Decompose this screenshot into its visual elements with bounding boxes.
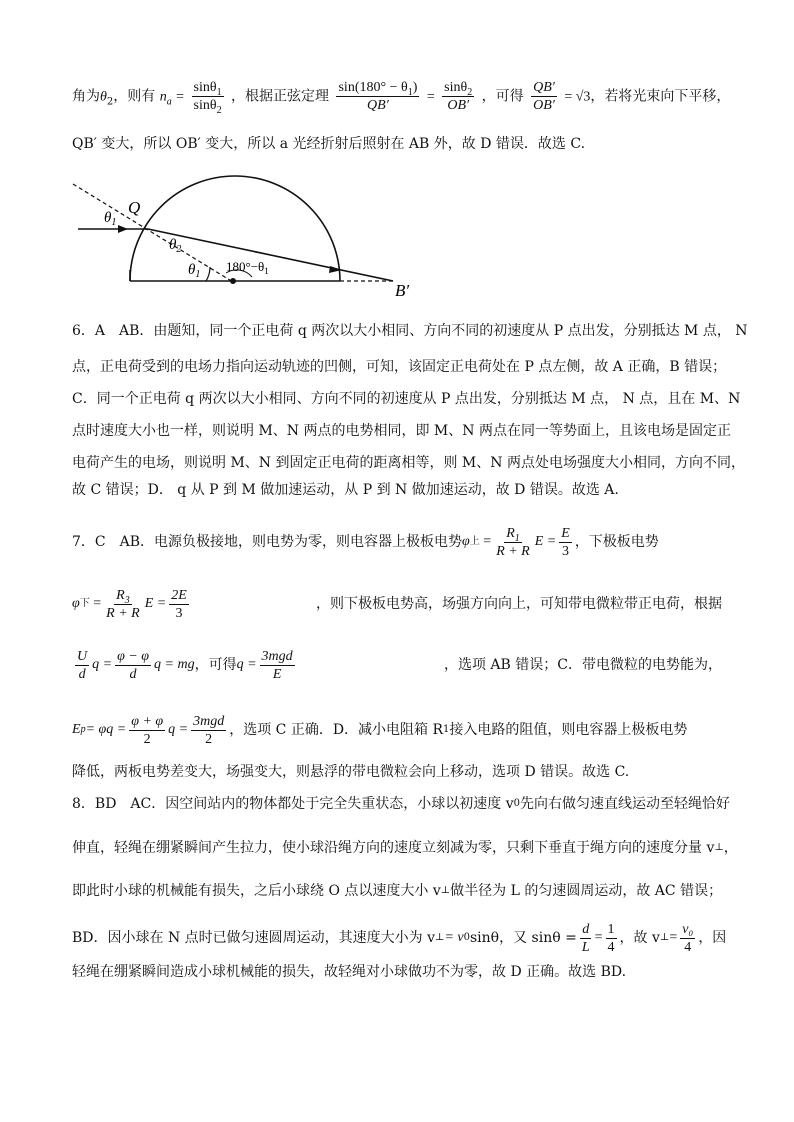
equals: =: [176, 89, 185, 104]
fraction: [531, 79, 557, 114]
q7-line-3: $\frac{U}{d}$ q = $\frac{\varphi - \varphi}{d}$ q = mg ，可得 q = $\frac{\text{3mgd}}{E}$ ，选项 AB 错误；C．带电微粒的电势能为，: [77, 648, 722, 682]
fraction: $\frac{2E}{3}$: [171, 587, 187, 621]
denominator: OB′: [447, 97, 470, 113]
text: 7．C AB．电源负极接地，则电势为零，则电容器上极板电势: [72, 534, 463, 550]
q6-line-4: 点时速度大小也一样，则说明 M、N 两点的电势相同，即 M、N 两点在同一等势面上，且该电场是固定正: [72, 423, 731, 439]
numerator: sinθ: [444, 79, 468, 95]
center-point: [230, 278, 236, 284]
text: ，下极板电势: [574, 534, 659, 550]
denominator: OB′: [533, 97, 555, 113]
q8-line-2: 伸直，轻绳在绷紧瞬间产生拉力，使小球沿绳方向的速度立刻减为零，只剩下垂直于绳方向的速度分量 v ⊥ ，: [72, 840, 738, 856]
fraction: $\frac{d}{L}$: [581, 921, 590, 955]
q7-line-2: φ 下 = $\frac{R_3}{R + R}$ E = $\frac{2E}{3}$ ，则下极板电势高，场强方向向上，可知带电微粒带正电荷，根据: [72, 587, 722, 621]
text: ，选项 AB 错误；C．带电微粒的电势能为，: [443, 657, 722, 673]
text: 接入电路的阻值，则电容器上极板电势: [449, 722, 688, 738]
text: ，若将光束向下平移，: [590, 88, 731, 104]
label-Q: Q: [128, 198, 141, 217]
q7-line-5: 降低，两板电势差变大，场强变大，则悬浮的带电微粒会向上移动，选项 D 错误。故选 C.: [72, 764, 630, 780]
text: 角为: [72, 88, 100, 104]
solution-line-2: QB′ 变大，所以 OB′ 变大，所以 a 光经折射后照射在 AB 外，故 D 错误．故选 C.: [72, 136, 586, 152]
text: ，则有: [113, 88, 156, 104]
fraction: $\frac{R_1}{R + R}$: [496, 525, 530, 559]
symbol: φ: [72, 596, 80, 611]
denominator: sinθ: [193, 97, 217, 113]
label-theta1-b: $\theta_1$: [188, 262, 201, 280]
q7-line-1: 7．C AB．电源负极接地，则电势为零，则电容器上极板电势 φ 上 = $\frac{R_1}{R + R}$ E = $\frac{E}{3}$ ，下极板电势: [72, 525, 659, 559]
fraction: $\frac{\text{v₀}}{4}$: [682, 921, 694, 955]
fraction: $\frac{\sin\theta_1}{\sin\theta_2}$: [193, 79, 222, 116]
text: ，可得: [481, 88, 524, 104]
q7-line-4: E p = φq = $\frac{\varphi + \varphi}{2}$ q = $\frac{\text{3mgd}}{2}$ ，选项 C 正确．D．减小电阻箱 R 1 接入电路的阻值，则电容器上极板电势: [72, 713, 688, 747]
refraction-diagram: [68, 170, 428, 305]
fraction: $\frac{\text{3mgd}}{2}$: [193, 713, 225, 747]
numerator: sinθ: [193, 79, 217, 95]
q8-line-4: BD．因小球在 N 点时已做匀速圆周运动，其速度大小为 v ⊥ = v 0 sinθ，又 sinθ = $\frac{d}{L}$ = $\frac{1}{4}$ ，故 v ⊥ = $\frac{\text{v₀}}{4}$ ，因: [72, 921, 727, 955]
sqrt-3: = √3: [564, 89, 591, 104]
fraction: $\frac{\text{3mgd}}{E}$: [261, 648, 293, 682]
fraction: $\frac{\varphi - \varphi}{d}$: [117, 648, 150, 682]
normal-line: [73, 184, 233, 282]
symbol: n: [159, 89, 167, 104]
q8-line-5: 轻绳在绷紧瞬间造成小球机械能的损失，故轻绳对小球做功不为零，故 D 正确。故选 BD.: [72, 964, 627, 980]
text: ，可得: [194, 657, 237, 673]
fraction: $\frac{\sin(180^\circ - \theta_1)}{QB'}$: [338, 79, 418, 113]
fraction: $\frac{1}{4}$: [607, 921, 615, 955]
fraction: $\frac{\varphi + \varphi}{2}$: [131, 713, 164, 747]
refracted-ray: [148, 229, 393, 281]
q6-line-5: 电荷产生的电场，则说明 M、N 到固定正电荷的距离相等，则 M、N 两点处电场强度大小相同，方向不同，: [72, 455, 745, 471]
label-angle: $180^\circ-\theta_1$: [226, 259, 269, 276]
symbol: θ: [100, 89, 107, 104]
text: ，则下极板电势高，场强方向向上，可知带电微粒带正电荷，根据: [316, 596, 722, 612]
text: ，选项 C 正确．D．减小电阻箱 R: [229, 722, 444, 738]
fraction: $\frac{U}{d}$: [77, 648, 88, 682]
text: ，根据正弦定理: [231, 88, 330, 104]
label-theta1: $\theta_1$: [104, 210, 117, 228]
numerator: sin(180° − θ: [338, 79, 408, 95]
q8-line-3: 即此时小球的机械能有损失，之后小球绕 O 点以速度大小 v ⊥ 做半径为 L 的匀速圆周运动，故 AC 错误；: [72, 883, 723, 899]
symbol: E: [72, 722, 81, 737]
fraction: $\frac{E}{3}$: [561, 525, 570, 559]
label-theta2: $\theta_2$: [169, 237, 182, 255]
q6-line-3: C．同一个正电荷 q 两次以大小相同、方向不同的初速度从 P 点出发，分别抵达 M 点， N 点，且在 M、N: [72, 391, 741, 407]
denominator: QB′: [367, 97, 389, 113]
symbol: φ: [462, 534, 470, 549]
q6-line-1: 6．A AB．由题知，同一个正电荷 q 两次以大小相同、方向不同的初速度从 P 点出发，分别抵达 M 点， N: [72, 323, 748, 339]
arrow-icon: [118, 225, 128, 233]
q8-line-1: 8．BD AC．因空间站内的物体都处于完全失重状态，小球以初速度 v 0 先向右做匀速直线运动至轻绳恰好: [72, 796, 730, 812]
q6-line-6: 故 C 错误；D． q 从 P 到 M 做加速运动，从 P 到 N 做加速运动，故 D 错误。故选 A.: [72, 482, 619, 498]
numerator: QB′: [533, 79, 555, 95]
label-B-prime: B′: [395, 281, 410, 300]
solution-line-1: 角为$\theta_2$，则有 $n_a$ = $\frac{\sin\theta_1}{\sin\theta_2}$ ，根据正弦定理 $\frac{\sin(180^\circ - \theta_1)}{QB'}$ = $\frac{\sin\theta_2}{OB'}$ ，可得 $\frac{QB'}{OB'}$ = √3，若将光束向下平移，: [72, 79, 731, 116]
fraction: $\frac{R_3}{R + R}$: [106, 587, 140, 621]
q6-line-2: 点，正电荷受到的电场力指向运动轨迹的凹侧，可知，该固定正电荷处在 P 点左侧，故 A 正确，B 错误；: [72, 359, 727, 375]
fraction: $\frac{\sin\theta_2}{OB'}$: [444, 79, 473, 113]
